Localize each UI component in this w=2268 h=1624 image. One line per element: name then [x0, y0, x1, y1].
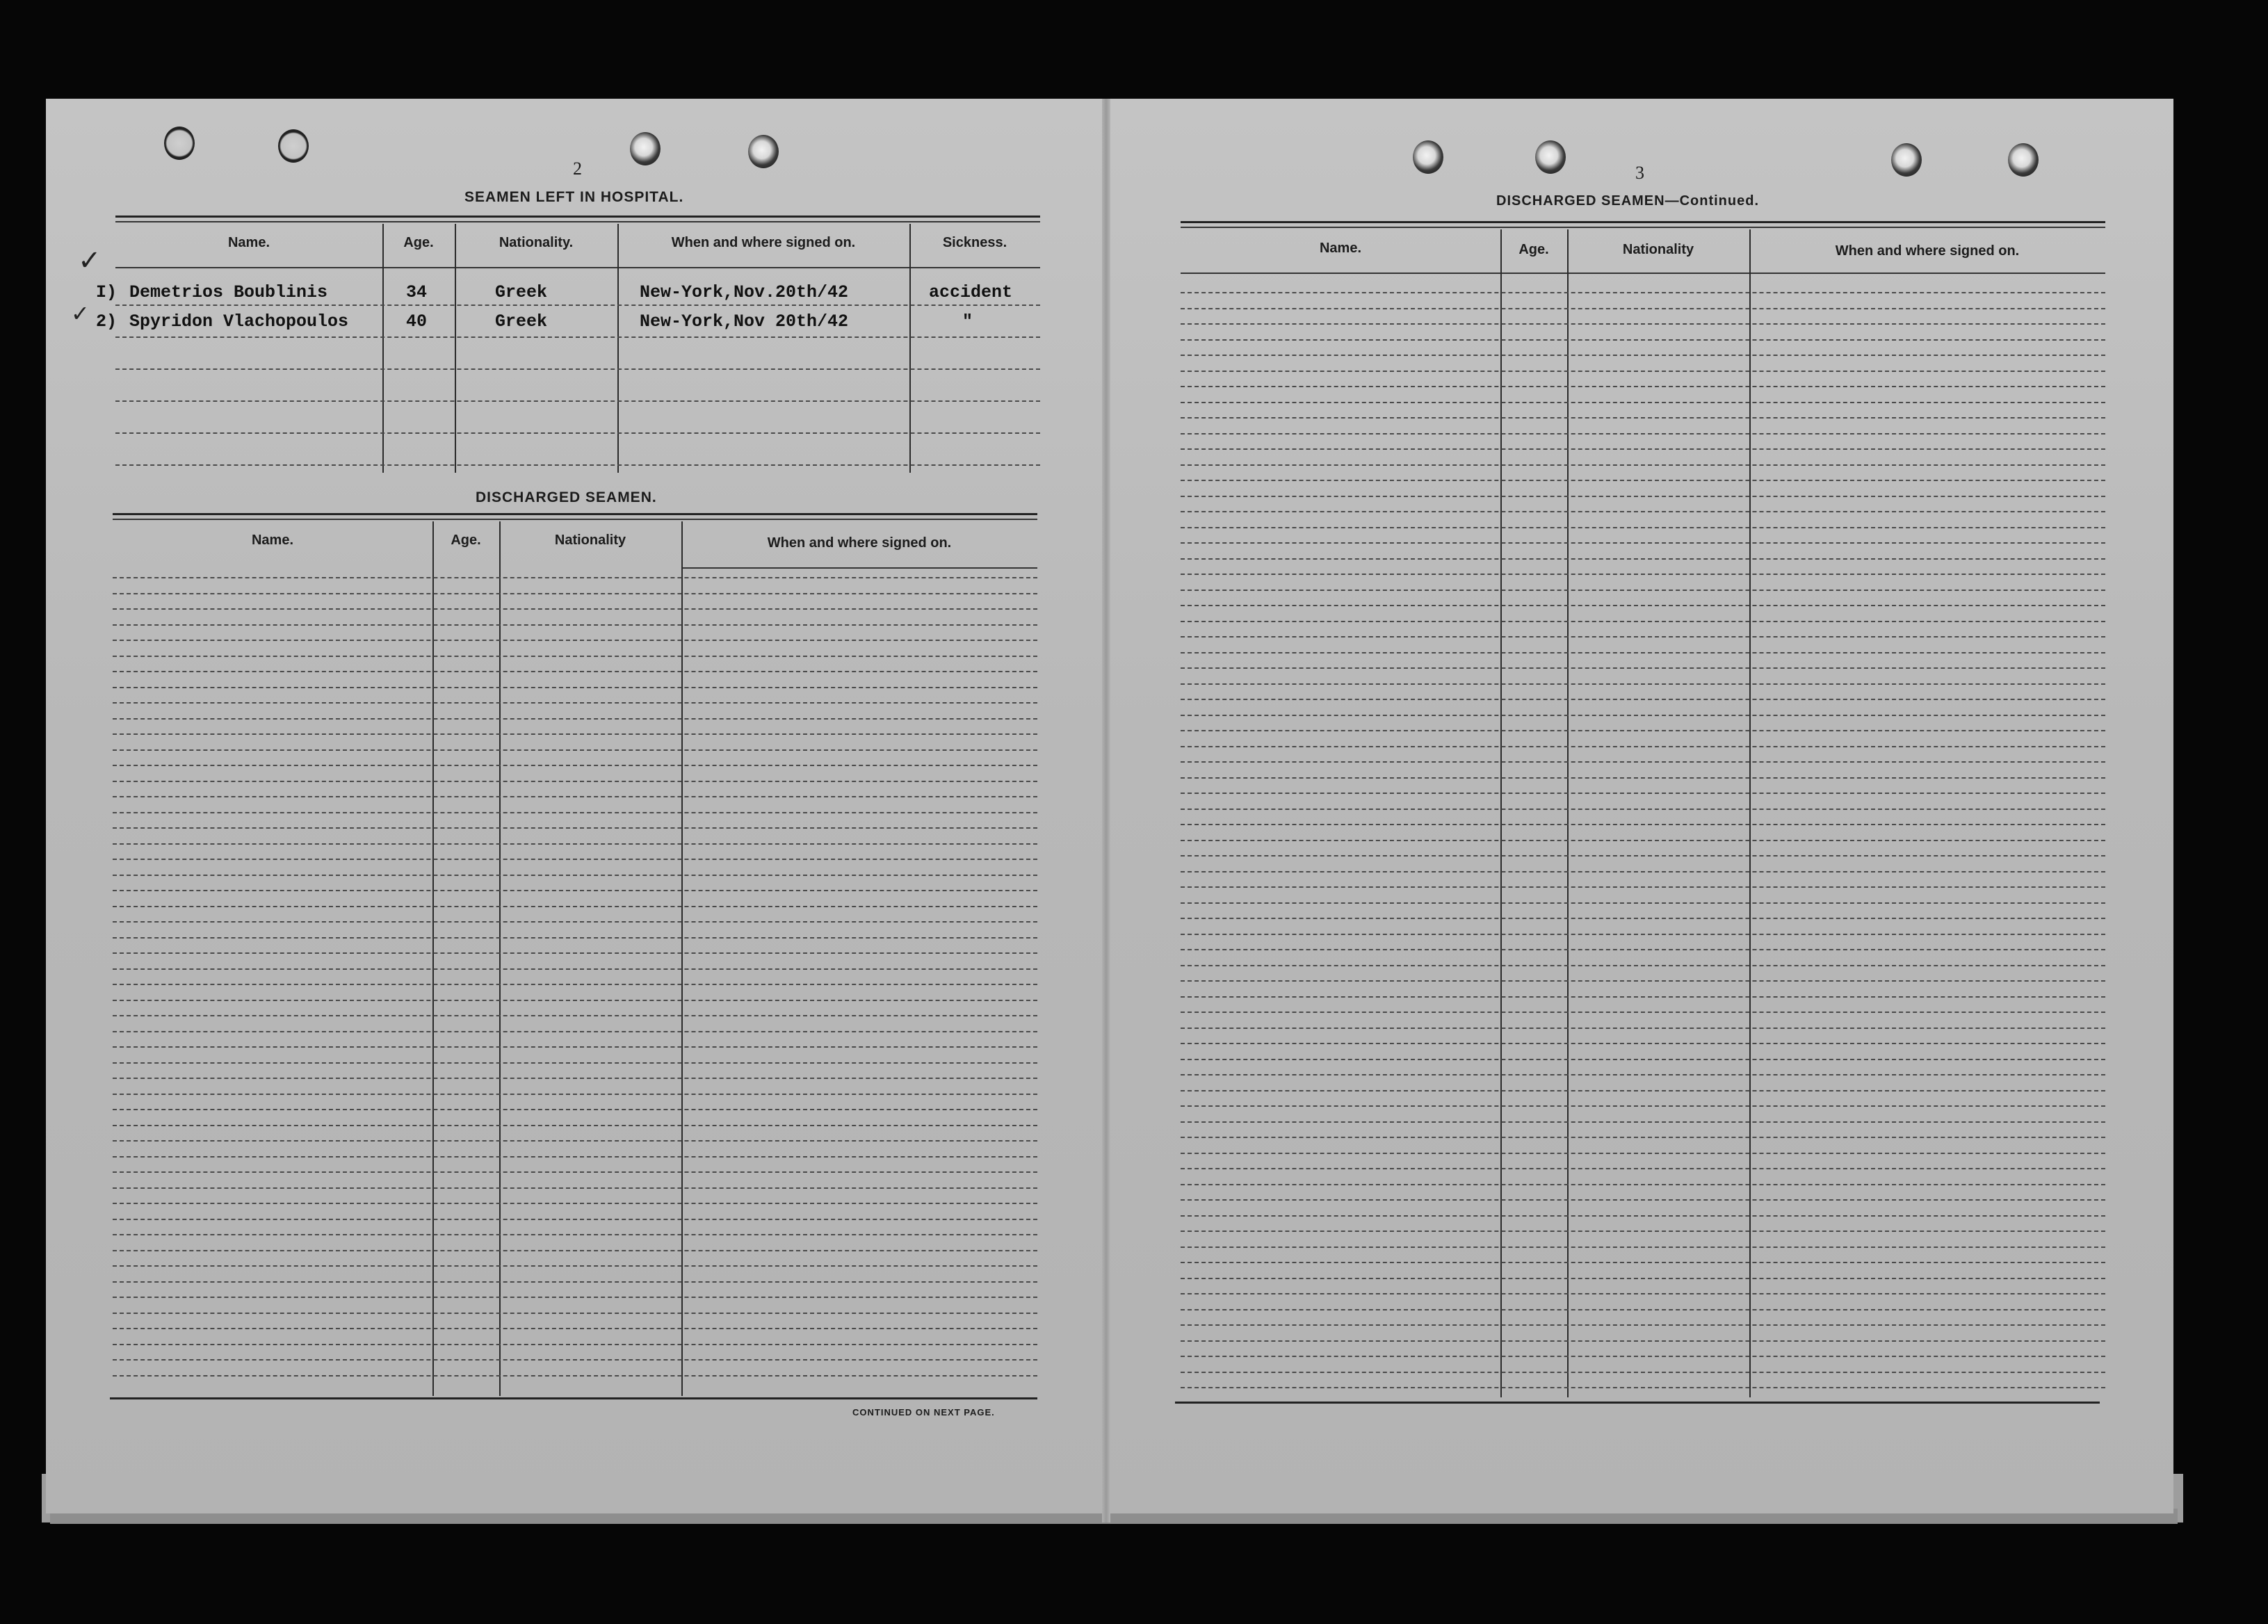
discharged-table-bottom-rule	[110, 1397, 1037, 1399]
ruled-line	[1181, 590, 2105, 591]
right-col-age: Age.	[1518, 242, 1549, 257]
punch-hole	[1413, 140, 1443, 174]
ruled-line	[1181, 683, 2105, 685]
hospital-col-nationality: Nationality.	[499, 235, 574, 250]
discharged-col-name: Name.	[251, 533, 294, 548]
right-table-bottom-rule	[1175, 1402, 2100, 1404]
right-col-divider	[1500, 229, 1502, 1397]
signed-on: New-York,Nov.20th/42	[640, 282, 849, 302]
ruled-line	[1181, 855, 2105, 856]
row-number: 2)	[96, 311, 118, 332]
ruled-line	[1181, 809, 2105, 810]
hospital-table-top-rule	[115, 221, 1040, 222]
ruled-line	[113, 1015, 1037, 1016]
ruled-line	[1181, 777, 2105, 779]
ruled-line	[113, 1281, 1037, 1283]
ruled-line	[113, 1313, 1037, 1314]
ruled-line	[1181, 339, 2105, 341]
ruled-line	[1181, 824, 2105, 825]
ruled-line	[1181, 1105, 2105, 1107]
hospital-col-divider	[617, 224, 619, 473]
ruled-line	[1181, 1356, 2105, 1357]
hospital-col-signed-on: When and where signed on.	[671, 235, 856, 250]
ruled-line	[113, 749, 1037, 751]
signed-on: New-York,Nov 20th/42	[640, 311, 849, 332]
ruled-line	[1181, 1074, 2105, 1075]
punch-hole	[1891, 143, 1922, 177]
ruled-line	[113, 984, 1037, 985]
ruled-line	[113, 952, 1037, 954]
ruled-line	[1181, 965, 2105, 966]
ruled-line	[1181, 1184, 2105, 1185]
hospital-section-title: SEAMEN LEFT IN HOSPITAL.	[464, 189, 684, 205]
ruled-line	[1181, 1215, 2105, 1217]
ruled-line	[113, 937, 1037, 939]
ruled-line	[1181, 1247, 2105, 1248]
hospital-col-name: Name.	[227, 235, 270, 250]
ruled-line	[113, 1109, 1037, 1110]
ruled-line	[113, 1000, 1037, 1001]
sickness: "	[962, 311, 973, 332]
ruled-line	[1181, 1168, 2105, 1169]
seaman-name: Demetrios Boublinis	[129, 282, 328, 302]
right-col-divider	[1567, 229, 1569, 1397]
ruled-line	[1181, 527, 2105, 528]
ruled-line	[1181, 1199, 2105, 1201]
ruled-line	[1181, 371, 2105, 372]
ruled-line	[1181, 511, 2105, 512]
ruled-line	[1181, 605, 2105, 606]
ruled-line	[1181, 1278, 2105, 1279]
punch-hole	[1535, 140, 1566, 174]
ruled-line	[1181, 1262, 2105, 1263]
ruled-line	[1181, 871, 2105, 872]
check-mark: ✓	[78, 245, 102, 277]
ruled-line	[113, 859, 1037, 860]
right-table-top-rule	[1181, 227, 2105, 228]
ruled-line	[1181, 1387, 2105, 1388]
ruled-line	[1181, 558, 2105, 560]
ruled-line	[1181, 308, 2105, 309]
right-header-rule	[1181, 273, 2105, 274]
center-fold	[1102, 99, 1110, 1522]
ruled-line	[1181, 715, 2105, 716]
ruled-line	[113, 765, 1037, 766]
ruled-line	[1181, 1324, 2105, 1326]
ruled-line	[113, 577, 1037, 578]
ruled-line	[1181, 464, 2105, 466]
ruled-line	[1181, 496, 2105, 497]
ruled-line	[113, 1234, 1037, 1235]
discharged-table-top-rule	[113, 513, 1037, 515]
ruled-line	[1181, 292, 2105, 293]
ruled-line	[113, 1297, 1037, 1298]
check-mark: ✓	[71, 300, 90, 327]
seaman-age: 34	[406, 282, 428, 302]
ruled-line	[1181, 996, 2105, 998]
hospital-header-rule	[115, 267, 1040, 268]
hospital-col-divider	[382, 224, 384, 473]
ruled-line	[1181, 730, 2105, 731]
ruled-line	[113, 1203, 1037, 1204]
ruled-line	[1181, 621, 2105, 622]
ruled-line	[113, 1140, 1037, 1142]
ruled-line	[1181, 1059, 2105, 1060]
hospital-col-age: Age.	[403, 235, 434, 250]
discharged-section-title: DISCHARGED SEAMEN.	[476, 489, 657, 505]
ruled-line	[1181, 1028, 2105, 1029]
hospital-row-line	[115, 464, 1040, 466]
ruled-line	[1181, 323, 2105, 325]
hospital-row-line	[115, 336, 1040, 338]
ruled-line	[1181, 1372, 2105, 1373]
punch-hole	[630, 132, 661, 165]
ruled-line	[113, 1375, 1037, 1377]
ruled-line	[1181, 480, 2105, 481]
ruled-line	[1181, 840, 2105, 841]
ruled-line	[113, 687, 1037, 688]
hospital-row-line	[115, 368, 1040, 370]
seaman-age: 40	[406, 311, 428, 332]
discharged-col-nationality: Nationality	[554, 533, 626, 548]
ruled-line	[1181, 433, 2105, 435]
ruled-line	[1181, 980, 2105, 982]
ruled-line	[1181, 886, 2105, 888]
ruled-line	[113, 1156, 1037, 1158]
punch-hole	[748, 135, 779, 168]
ruled-line	[113, 1171, 1037, 1173]
ruled-line	[1181, 1340, 2105, 1342]
ruled-line	[113, 718, 1037, 720]
ruled-line	[113, 593, 1037, 594]
page-number-left: 2	[573, 159, 582, 179]
right-col-signed-on: When and where signed on.	[1835, 243, 2020, 259]
ruled-line	[113, 656, 1037, 657]
ruled-line	[1181, 355, 2105, 356]
ruled-line	[113, 624, 1037, 626]
right-table-top-rule	[1181, 221, 2105, 223]
ruled-line	[113, 890, 1037, 891]
ruled-line	[1181, 652, 2105, 653]
ruled-line	[1181, 934, 2105, 935]
seaman-name: Spyridon Vlachopoulos	[129, 311, 349, 332]
discharged-continued-title: DISCHARGED SEAMEN—Continued.	[1496, 193, 1759, 209]
ruled-line	[113, 906, 1037, 907]
ruled-line	[113, 608, 1037, 610]
ruled-line	[113, 1125, 1037, 1126]
row-number: I)	[96, 282, 118, 302]
ruled-line	[1181, 1137, 2105, 1138]
ruled-line	[1181, 746, 2105, 747]
ruled-line	[113, 1078, 1037, 1079]
hospital-col-divider	[909, 224, 911, 473]
ruled-line	[1181, 1293, 2105, 1294]
ruled-line	[113, 1344, 1037, 1345]
ruled-line	[113, 1094, 1037, 1095]
ruled-line	[1181, 902, 2105, 904]
ruled-line	[1181, 402, 2105, 403]
ruled-line	[113, 796, 1037, 797]
ruled-line	[1181, 918, 2105, 919]
ruled-line	[113, 843, 1037, 845]
punch-hole	[164, 127, 195, 160]
ruled-line	[113, 640, 1037, 641]
ruled-line	[1181, 1153, 2105, 1154]
ruled-line	[1181, 1231, 2105, 1232]
hospital-table-top-rule	[115, 216, 1040, 218]
discharged-header-rule	[681, 567, 1037, 569]
page-number-right: 3	[1635, 163, 1644, 183]
ruled-line	[1181, 448, 2105, 450]
hospital-col-sickness: Sickness.	[942, 235, 1007, 250]
ruled-line	[113, 1219, 1037, 1220]
hospital-row-line	[115, 400, 1040, 402]
right-col-nationality: Nationality	[1622, 242, 1694, 257]
ruled-line	[1181, 949, 2105, 950]
sickness: accident	[929, 282, 1013, 302]
ruled-line	[113, 1187, 1037, 1189]
ruled-line	[1181, 1090, 2105, 1091]
ruled-line	[1181, 667, 2105, 669]
ruled-line	[113, 1250, 1037, 1251]
hospital-row-line	[115, 304, 1040, 306]
ruled-line	[1181, 1012, 2105, 1013]
hospital-row-line	[115, 432, 1040, 434]
ruled-line	[113, 1359, 1037, 1361]
discharged-table-top-rule	[113, 519, 1037, 520]
ruled-line	[113, 1328, 1037, 1329]
ruled-line	[1181, 386, 2105, 387]
ruled-line	[1181, 793, 2105, 794]
ruled-line	[1181, 761, 2105, 763]
ruled-line	[113, 875, 1037, 876]
ruled-line	[1181, 1309, 2105, 1310]
ruled-line	[113, 1046, 1037, 1048]
ruled-line	[113, 702, 1037, 704]
ruled-line	[113, 1031, 1037, 1032]
ruled-line	[113, 1265, 1037, 1267]
right-col-name: Name.	[1319, 241, 1362, 256]
seaman-nationality: Greek	[495, 311, 548, 332]
seaman-nationality: Greek	[495, 282, 548, 302]
ruled-line	[113, 733, 1037, 735]
punch-hole	[2008, 143, 2039, 177]
ruled-line	[1181, 1121, 2105, 1123]
ruled-line	[113, 781, 1037, 782]
ruled-line	[1181, 574, 2105, 575]
ruled-line	[113, 968, 1037, 970]
ruled-line	[113, 1062, 1037, 1064]
ruled-line	[113, 921, 1037, 923]
ruled-line	[113, 827, 1037, 829]
ruled-line	[113, 671, 1037, 672]
ruled-line	[113, 812, 1037, 813]
hospital-col-divider	[455, 224, 456, 473]
ruled-line	[1181, 417, 2105, 419]
discharged-col-signed-on: When and where signed on.	[767, 535, 952, 551]
right-col-divider	[1749, 229, 1751, 1397]
ruled-line	[1181, 636, 2105, 638]
ruled-line	[1181, 542, 2105, 544]
ruled-line	[1181, 699, 2105, 700]
punch-hole	[278, 129, 309, 163]
ruled-line	[1181, 1043, 2105, 1044]
discharged-col-age: Age.	[451, 533, 481, 548]
continued-note: CONTINUED ON NEXT PAGE.	[852, 1407, 995, 1418]
